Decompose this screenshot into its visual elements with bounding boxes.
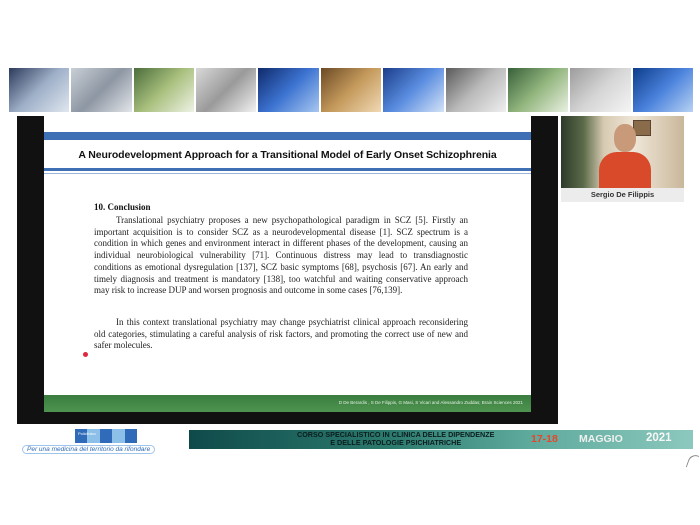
banner-image-tree (134, 68, 194, 112)
presentation-slide (44, 116, 531, 412)
course-title-line-1: CORSO SPECIALISTICO IN CLINICA DELLE DIPENDENZE (297, 430, 495, 439)
course-banner (189, 430, 693, 449)
footer-citation: D De Berardis , S De Filippis, G Masi, S Vicari and Alessandro Zuddas; Brain Sciences 2021 (338, 400, 523, 405)
slide-divider (44, 168, 531, 171)
banner-image-brain-network (258, 68, 318, 112)
speaker-torso (599, 152, 651, 188)
speaker-video[interactable] (561, 116, 684, 188)
banner-image-maze (570, 68, 630, 112)
slide-title: A Neurodevelopment Approach for a Transitional Model of Early Onset Schizophrenia (78, 149, 497, 161)
corner-decoration (686, 453, 700, 470)
section-heading: 10. Conclusion (94, 202, 151, 212)
organizer-logo (20, 429, 180, 455)
banner-image-brain-network (383, 68, 443, 112)
conclusion-paragraph-2: In this context translational psychiatry may change psychiatrist clinical approach reconsidering old categories, stimulating a careful analysis of risk factors, and promoting the correct use of new and safer molecules. (94, 317, 468, 351)
speaker-head (614, 124, 636, 152)
laser-pointer-icon (83, 352, 88, 357)
slide-top-bar (44, 132, 531, 140)
slide-footer (44, 395, 531, 412)
conclusion-paragraph-1: Translational psychiatry proposes a new psychopathological paradigm in SCZ [5]. Firstly an important acquisition is to consider SCZ as a neurodevelopmental disease [1]. SCZ spectrum is a condition in which genes and environment interact in different phases of the development, causing an individual neurobiological vulnerability [71]. Continuous distress may lead to transdiagnostic conditions as emotional dysregulation [137], SCZ basic symptoms [68], psychosis [67]. An early and timely diagnosis and treatment is mandatory [138], too watchful and waiting conservative approach may risk to increase DUP and worsen prognosis and outcome in some cases [76,139]. (94, 215, 468, 296)
banner-image-head (321, 68, 381, 112)
course-dates: 17-18 (531, 433, 558, 445)
speaker-name-label: Sergio De Filippis (561, 188, 684, 202)
header-banner (9, 68, 693, 112)
banner-image-neurons (71, 68, 131, 112)
banner-image-brain (9, 68, 69, 112)
slide-divider-thin (44, 173, 531, 174)
banner-image-maze (196, 68, 256, 112)
logo-tagline: Per una medicina del territorio da rifondare (22, 445, 155, 454)
logo-text: Policlinico (78, 431, 96, 436)
banner-image-tree (508, 68, 568, 112)
banner-image-neurons (446, 68, 506, 112)
course-title (297, 431, 494, 447)
course-month: MAGGIO (579, 433, 623, 445)
course-year: 2021 (646, 432, 672, 444)
course-title-line-2: E DELLE PATOLOGIE PSICHIATRICHE (330, 438, 462, 447)
banner-image-brain (633, 68, 693, 112)
